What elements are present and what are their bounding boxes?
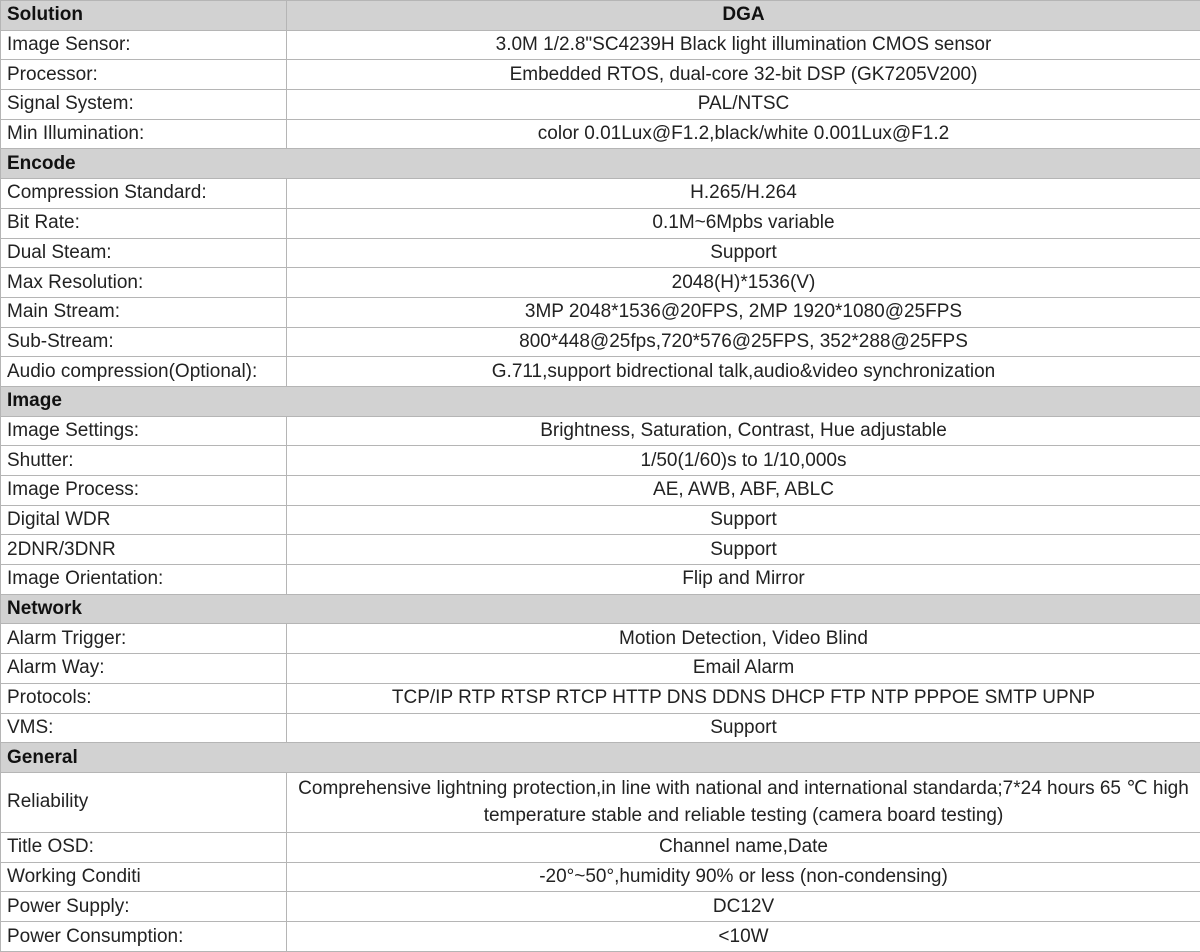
spec-value: Support <box>287 238 1200 268</box>
spec-row <box>1 119 1200 149</box>
spec-label: Image Sensor: <box>1 30 287 60</box>
spec-label: Audio compression(Optional): <box>1 357 287 387</box>
section-title: Image <box>1 386 1200 416</box>
spec-label: Signal System: <box>1 90 287 120</box>
spec-row <box>1 505 1200 535</box>
spec-row <box>1 535 1200 565</box>
spec-value: PAL/NTSC <box>287 90 1200 120</box>
spec-row <box>1 624 1200 654</box>
spec-row <box>1 683 1200 713</box>
spec-row <box>1 60 1200 90</box>
spec-value: Embedded RTOS, dual-core 32-bit DSP (GK7205V200) <box>287 60 1200 90</box>
spec-value: 2048(H)*1536(V) <box>287 268 1200 298</box>
spec-label: Main Stream: <box>1 297 287 327</box>
spec-row <box>1 357 1200 387</box>
section-header-general <box>1 743 1200 773</box>
spec-label: Image Orientation: <box>1 565 287 595</box>
spec-label: Bit Rate: <box>1 208 287 238</box>
spec-value: 800*448@25fps,720*576@25FPS, 352*288@25FPS <box>287 327 1200 357</box>
spec-row <box>1 922 1200 952</box>
section-title: Network <box>1 594 1200 624</box>
spec-label: VMS: <box>1 713 287 743</box>
spec-row <box>1 238 1200 268</box>
spec-row <box>1 416 1200 446</box>
spec-row <box>1 476 1200 506</box>
spec-row <box>1 268 1200 298</box>
spec-label: Working Conditi <box>1 862 287 892</box>
spec-label: Shutter: <box>1 446 287 476</box>
spec-label: Alarm Way: <box>1 654 287 684</box>
spec-value: Comprehensive lightning protection,in line with national and international standarda;7*24 hours 65 ℃ high temperature stable and reliable testing (camera board testing) <box>287 772 1200 832</box>
spec-row <box>1 565 1200 595</box>
header-row <box>1 1 1200 31</box>
spec-value: Channel name,Date <box>287 833 1200 863</box>
section-header-network <box>1 594 1200 624</box>
spec-row <box>1 713 1200 743</box>
spec-value: Support <box>287 713 1200 743</box>
spec-value: 3.0M 1/2.8"SC4239H Black light illumination CMOS sensor <box>287 30 1200 60</box>
spec-value: 1/50(1/60)s to 1/10,000s <box>287 446 1200 476</box>
spec-label: Max Resolution: <box>1 268 287 298</box>
section-title: General <box>1 743 1200 773</box>
spec-label: Dual Steam: <box>1 238 287 268</box>
spec-row <box>1 297 1200 327</box>
spec-row <box>1 833 1200 863</box>
spec-value: 3MP 2048*1536@20FPS, 2MP 1920*1080@25FPS <box>287 297 1200 327</box>
spec-value: Brightness, Saturation, Contrast, Hue adjustable <box>287 416 1200 446</box>
spec-row <box>1 179 1200 209</box>
section-title: Encode <box>1 149 1200 179</box>
spec-label: 2DNR/3DNR <box>1 535 287 565</box>
spec-row <box>1 30 1200 60</box>
spec-label: Reliability <box>1 772 287 832</box>
spec-row <box>1 892 1200 922</box>
spec-value: AE, AWB, ABF, ABLC <box>287 476 1200 506</box>
spec-label: Image Process: <box>1 476 287 506</box>
spec-label: Power Consumption: <box>1 922 287 952</box>
section-header-encode <box>1 149 1200 179</box>
spec-value: Email Alarm <box>287 654 1200 684</box>
spec-label: Title OSD: <box>1 833 287 863</box>
spec-row <box>1 446 1200 476</box>
spec-value: G.711,support bidrectional talk,audio&video synchronization <box>287 357 1200 387</box>
spec-row <box>1 654 1200 684</box>
spec-label: Protocols: <box>1 683 287 713</box>
spec-value: DC12V <box>287 892 1200 922</box>
spec-label: Digital WDR <box>1 505 287 535</box>
spec-row <box>1 208 1200 238</box>
spec-row <box>1 862 1200 892</box>
spec-row <box>1 327 1200 357</box>
header-value: DGA <box>287 1 1200 31</box>
spec-value: Flip and Mirror <box>287 565 1200 595</box>
spec-label: Alarm Trigger: <box>1 624 287 654</box>
spec-value: 0.1M~6Mpbs variable <box>287 208 1200 238</box>
header-label: Solution <box>1 1 287 31</box>
spec-value: -20°~50°,humidity 90% or less (non-condensing) <box>287 862 1200 892</box>
spec-value: TCP/IP RTP RTSP RTCP HTTP DNS DDNS DHCP FTP NTP PPPOE SMTP UPNP <box>287 683 1200 713</box>
spec-value: H.265/H.264 <box>287 179 1200 209</box>
spec-label: Min Illumination: <box>1 119 287 149</box>
spec-table-body <box>1 1 1200 952</box>
spec-label: Image Settings: <box>1 416 287 446</box>
spec-value: color 0.01Lux@F1.2,black/white 0.001Lux@F1.2 <box>287 119 1200 149</box>
spec-label: Sub-Stream: <box>1 327 287 357</box>
section-header-image <box>1 386 1200 416</box>
spec-value: Support <box>287 535 1200 565</box>
spec-label: Processor: <box>1 60 287 90</box>
spec-row <box>1 90 1200 120</box>
spec-label: Power Supply: <box>1 892 287 922</box>
spec-value: Motion Detection, Video Blind <box>287 624 1200 654</box>
spec-value: Support <box>287 505 1200 535</box>
spec-value: <10W <box>287 922 1200 952</box>
spec-row <box>1 772 1200 832</box>
spec-label: Compression Standard: <box>1 179 287 209</box>
